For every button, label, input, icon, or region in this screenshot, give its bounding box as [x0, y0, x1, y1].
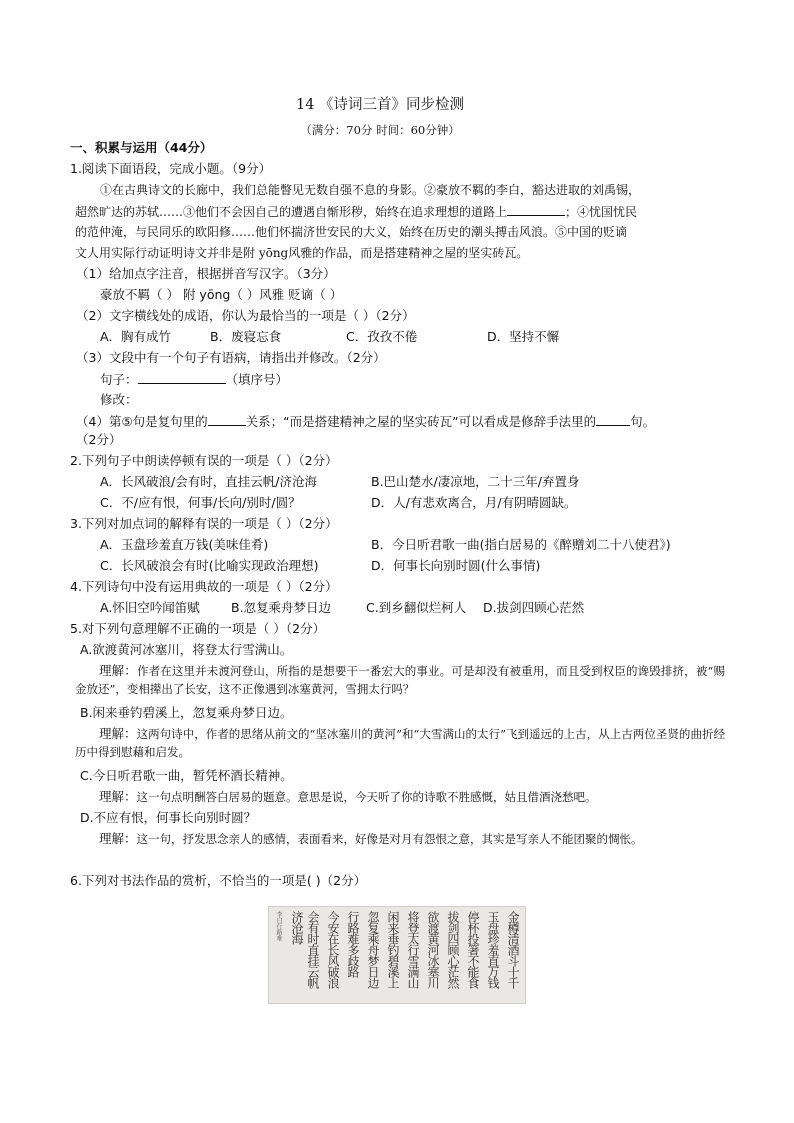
option-a-label: 理解：	[99, 663, 137, 678]
calligraphy-image	[268, 906, 526, 1004]
option-c-explanation	[75, 788, 725, 806]
option-d-label: 理解：	[99, 831, 137, 846]
option-a-explanation	[75, 662, 725, 698]
rhetoric-blank[interactable]	[596, 412, 630, 426]
calligraphy-column: 闲来垂钓碧溪上	[386, 911, 400, 988]
calligraphy-column: 行路难多歧路	[346, 911, 360, 977]
sub-question-2-option-d[interactable]: D．坚持不懈	[487, 329, 560, 344]
option-b-explanation	[75, 725, 725, 761]
option-d-explanation	[75, 830, 725, 848]
option-b-label: 理解：	[99, 726, 137, 741]
sentence-label: 句子：	[100, 372, 138, 387]
passage-line-1: ①在古典诗文的长廊中，我们总能瞥见无数自强不息的身影。②豪放不羁的李白，豁达进取的刘禹锡，	[100, 183, 641, 197]
sentence-hint: （填序号）	[225, 372, 289, 387]
option-c-text: 这一句点明酬答白居易的题意。意思是说，今天听了你的诗歌不胜感慨，姑且借酒浇愁吧。	[136, 790, 597, 804]
option-a-text: 作者在这里并未渡河登山，所指的是想要干一番宏大的事业。可是却没有被重用，而且受到权臣的谗毁排挤，被“赐金放还”，变相撵出了长安，这不正像遇到冰塞黄河，雪拥太行吗？	[75, 664, 725, 696]
passage-line-3: 的范仲淹，与民同乐的欧阳修……他们怀揣济世安民的大义，始终在历史的潮头搏击风浪。⑤中国的贬谪	[75, 225, 628, 239]
calligraphy-signature: 李白行路难	[275, 911, 282, 941]
sub-question-4-part-b: 关系；“而是搭建精神之屋的坚实砖瓦”可以看成是修辞手法里的	[245, 414, 597, 429]
question-1-stem: 1.阅读下面语段，完成小题。（9分）	[70, 161, 272, 176]
question-4-option-c[interactable]: C.到乡翻似烂柯人	[366, 600, 467, 615]
sub-question-2-option-a[interactable]: A．胸有成竹	[100, 329, 172, 344]
sub-question-2: （2）文字横线处的成语，你认为最恰当的一项是（ ）（2分）	[76, 308, 415, 323]
passage-line-4: 文人用实际行动证明诗文并非是附 yōng风雅的作品，而是搭建精神之屋的坚实砖瓦。	[75, 246, 529, 260]
relation-blank[interactable]	[208, 412, 246, 426]
question-3-option-b[interactable]: B．今日听君歌一曲(指白居易的《醉赠刘二十八使君》)	[371, 537, 671, 552]
calligraphy-column: 金樽清酒斗十千	[506, 911, 520, 988]
sub-question-3-sentence	[100, 370, 288, 389]
question-3-option-a[interactable]: A．玉盘珍羞直万钱(美味佳肴)	[100, 537, 269, 552]
question-2-stem: 2.下列句子中朗读停顿有误的一项是（ ）（2分）	[70, 453, 338, 468]
question-5-option-d[interactable]: D.不应有恨，何事长向别时圆？	[80, 810, 257, 825]
section-heading: 一、积累与运用（44分）	[70, 140, 213, 155]
question-5-option-a[interactable]: A.欲渡黄河冰塞川，将登太行雪满山。	[80, 642, 293, 657]
calligraphy-column: 玉盘珍羞直万钱	[486, 911, 500, 988]
passage-line-2-text: 超然旷达的苏轼……③他们不会因自己的遭遇自惭形秽，始终在追求理想的道路上	[75, 205, 508, 219]
sub-question-3-revise: 修改：	[100, 392, 138, 407]
calligraphy-column: 将登太行雪满山	[406, 911, 420, 988]
sub-question-4-score: （2分）	[76, 432, 122, 447]
question-5-stem: 5.对下列句意理解不正确的一项是（ ）（2分）	[70, 621, 326, 636]
question-4-stem: 4.下列诗句中没有运用典故的一项是（ ）（2分）	[70, 579, 338, 594]
question-6-stem: 6.下列对书法作品的赏析，不恰当的一项是( )（2分）	[70, 873, 367, 888]
question-3-option-c[interactable]: C．长风破浪会有时(比喻实现政治理想)	[100, 558, 319, 573]
question-2-option-a[interactable]: A．长风破浪/会有时，直挂云帆/济沧海	[100, 474, 317, 489]
calligraphy-column: 拔剑四顾心茫然	[446, 911, 460, 988]
page-subtitle: （满分：70分 时间：60分钟）	[300, 123, 460, 137]
calligraphy-column: 欲渡黄河冰塞川	[426, 911, 440, 988]
question-2-option-b[interactable]: B.巴山楚水/凄凉地，二十三年/弃置身	[371, 474, 580, 489]
calligraphy-column: 济沧海	[290, 911, 304, 944]
question-4-option-d[interactable]: D.拔剑四顾心茫然	[483, 600, 585, 615]
calligraphy-column: 忽复乘舟梦日边	[366, 911, 380, 988]
sub-question-2-option-b[interactable]: B．废寝忘食	[210, 329, 282, 344]
question-5-option-b[interactable]: B.闲来垂钓碧溪上，忽复乘舟梦日边。	[80, 705, 293, 720]
question-4-option-b[interactable]: B.忽复乘舟梦日边	[231, 600, 332, 615]
question-2-option-c[interactable]: C．不/应有恨，何事/长向/别时/圆？	[100, 495, 301, 510]
question-3-option-d[interactable]: D．何事长向别时圆(什么事情)	[371, 558, 541, 573]
sub-question-4	[76, 412, 655, 431]
calligraphy-column: 会有时直挂云帆	[306, 911, 320, 988]
passage-line-2-tail: ；④忧国忧民	[565, 205, 638, 219]
calligraphy-column: 停杯投箸不能食	[466, 911, 480, 988]
option-c-label: 理解：	[99, 789, 137, 804]
calligraphy-column: 今安在长风破浪	[326, 911, 340, 988]
passage-blank[interactable]	[507, 202, 565, 216]
sub-question-1-items: 豪放不羁（ ） 附 yōng（ ）风雅 贬谪（ ）	[100, 287, 343, 302]
option-b-text: 这两句诗中，作者的思绪从前文的“坚冰塞川的黄河”和“大雪满山的太行”飞到遥远的上古，从上古两位圣贤的曲折经历中得到慰藉和启发。	[75, 727, 725, 759]
sub-question-1: （1）给加点字注音，根据拼音写汉字。（3分）	[76, 266, 336, 281]
question-5-option-c[interactable]: C.今日听君歌一曲，暂凭杯酒长精神。	[80, 768, 293, 783]
sub-question-2-option-c[interactable]: C．孜孜不倦	[346, 329, 418, 344]
option-d-text: 这一句，抒发思念亲人的感情，表面看来，好像是对月有怨恨之意，其实是写亲人不能团聚的惆怅。	[136, 832, 643, 846]
page-title: 14 《诗词三首》同步检测	[295, 97, 465, 113]
sub-question-3: （3）文段中有一个句子有语病，请指出并修改。（2分）	[76, 350, 386, 365]
sub-question-4-part-c: 句。	[630, 414, 656, 429]
question-2-option-d[interactable]: D．人/有悲欢离合，月/有阴晴圆缺。	[371, 495, 577, 510]
passage-line-2	[75, 202, 637, 221]
sentence-blank[interactable]	[138, 370, 226, 384]
sub-question-4-part-a: （4）第⑤句是复句里的	[76, 414, 208, 429]
question-4-option-a[interactable]: A.怀旧空吟闻笛赋	[100, 600, 200, 615]
question-3-stem: 3.下列对加点词的解释有误的一项是（ ）（2分）	[70, 516, 338, 531]
